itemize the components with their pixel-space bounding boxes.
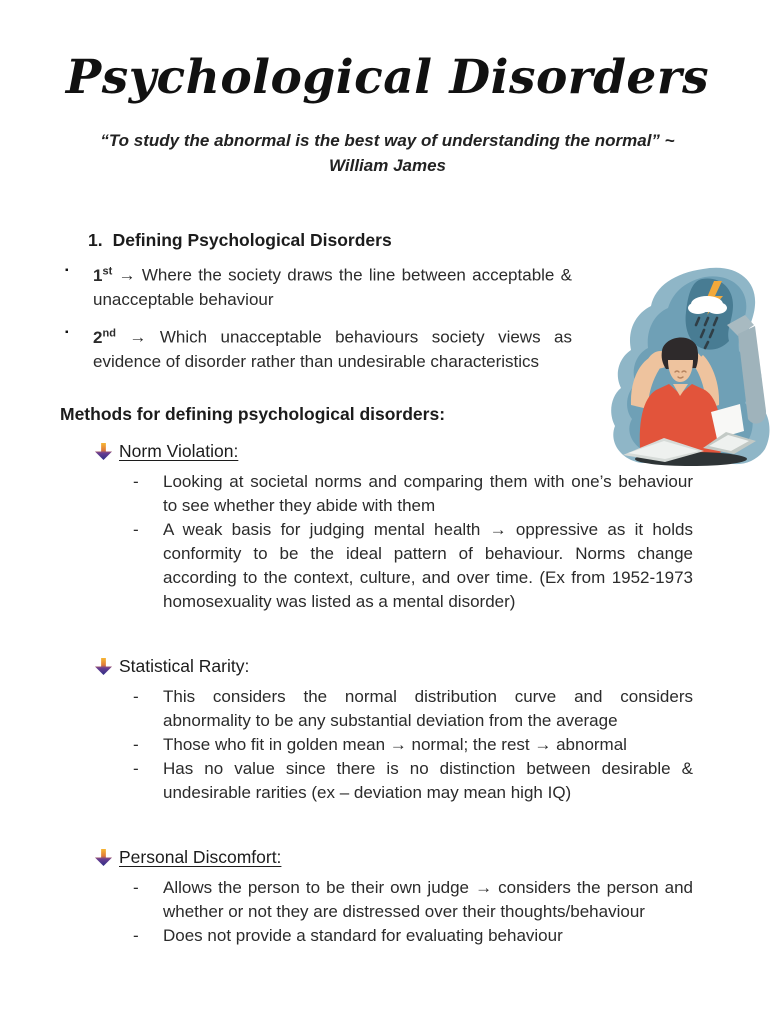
- quote-author: William James: [328, 155, 447, 175]
- group-title: Norm Violation:: [119, 440, 239, 461]
- group-title: Statistical Rarity:: [119, 655, 250, 676]
- item-body-text: Where the society draws the line between acceptable & unacceptable behaviour: [93, 265, 572, 309]
- page-title: Psychological Disorders: [65, 50, 710, 105]
- dash-bullet: -: [133, 734, 139, 754]
- section-heading-defining-disorders: [88, 230, 695, 251]
- dash-bullet: -: [133, 686, 139, 706]
- point-item: [133, 470, 693, 518]
- point-text: Looking at societal norms and comparing them with one’s behaviour to see whether they abide with them: [163, 471, 693, 515]
- method-group-personal-discomfort: [94, 847, 695, 948]
- group-points: [133, 685, 693, 805]
- point-text: This considers the normal distribution curve and considers abnormality to be any substantial deviation from the average: [163, 686, 693, 730]
- defining-list: [60, 259, 572, 373]
- point-item: [133, 757, 693, 805]
- group-points: [133, 470, 693, 614]
- down-arrow-bullet-icon: [94, 442, 113, 461]
- list-item: [60, 259, 572, 312]
- ordinal-suffix: st: [102, 265, 113, 278]
- ordinal-suffix: nd: [102, 326, 116, 339]
- ordinal-number: 1: [93, 265, 103, 285]
- square-bullet-icon: ▪: [65, 326, 69, 338]
- down-arrow-bullet-icon: [94, 657, 113, 676]
- point-text: A weak basis for judging mental health → oppressive as it holds conformity to be the ideal pattern of behaviour. Norms change according to the context, culture, and over time. (Ex from 1952-1973 homosexuality was listed as a mental disorder): [163, 519, 693, 611]
- point-item: [133, 876, 693, 924]
- dash-bullet: -: [133, 925, 139, 945]
- group-title-row: [94, 656, 695, 677]
- ordinal-number: 2: [93, 327, 103, 347]
- right-arrow-icon: →: [129, 327, 147, 347]
- document-body: [0, 230, 775, 947]
- point-item: [133, 924, 693, 948]
- square-bullet-icon: ▪: [65, 265, 69, 277]
- method-group-norm-violation: [94, 441, 695, 614]
- right-arrow-icon: →: [118, 265, 136, 285]
- list-item: [60, 321, 572, 374]
- point-text: Does not provide a standard for evaluating behaviour: [163, 925, 563, 945]
- point-text: Has no value since there is no distinction between desirable & undesirable rarities (ex – deviation may mean high IQ): [163, 758, 693, 802]
- group-title-row: [94, 441, 695, 462]
- methods-heading: Methods for defining psychological disorders:: [60, 403, 446, 424]
- notes-page: [0, 50, 775, 1010]
- dash-bullet: -: [133, 758, 139, 778]
- list-item-text: [93, 259, 572, 312]
- point-item: [133, 685, 693, 733]
- section-number: 1.: [88, 230, 103, 251]
- quote: [68, 129, 708, 178]
- section-heading-text: Defining Psychological Disorders: [112, 230, 392, 251]
- point-text: Those who fit in golden mean → normal; the rest → abnormal: [163, 734, 627, 754]
- down-arrow-bullet-icon: [94, 848, 113, 867]
- dash-bullet: -: [133, 877, 139, 897]
- list-item-text: [93, 321, 572, 374]
- point-text: Allows the person to be their own judge → considers the person and whether or not they are distressed over their thoughts/behaviour: [163, 877, 693, 921]
- point-item: [133, 518, 693, 614]
- point-item: [133, 733, 693, 757]
- dash-bullet: -: [133, 519, 139, 539]
- group-title-row: [94, 847, 695, 868]
- group-title: Personal Discomfort:: [119, 846, 282, 867]
- dash-bullet: -: [133, 471, 139, 491]
- group-points: [133, 876, 693, 948]
- item-body-text: Which unacceptable behaviours society views as evidence of disorder rather than undesirable characteristics: [93, 327, 572, 371]
- method-group-statistical-rarity: [94, 656, 695, 805]
- quote-text: “To study the abnormal is the best way of understanding the normal” ~: [100, 131, 675, 150]
